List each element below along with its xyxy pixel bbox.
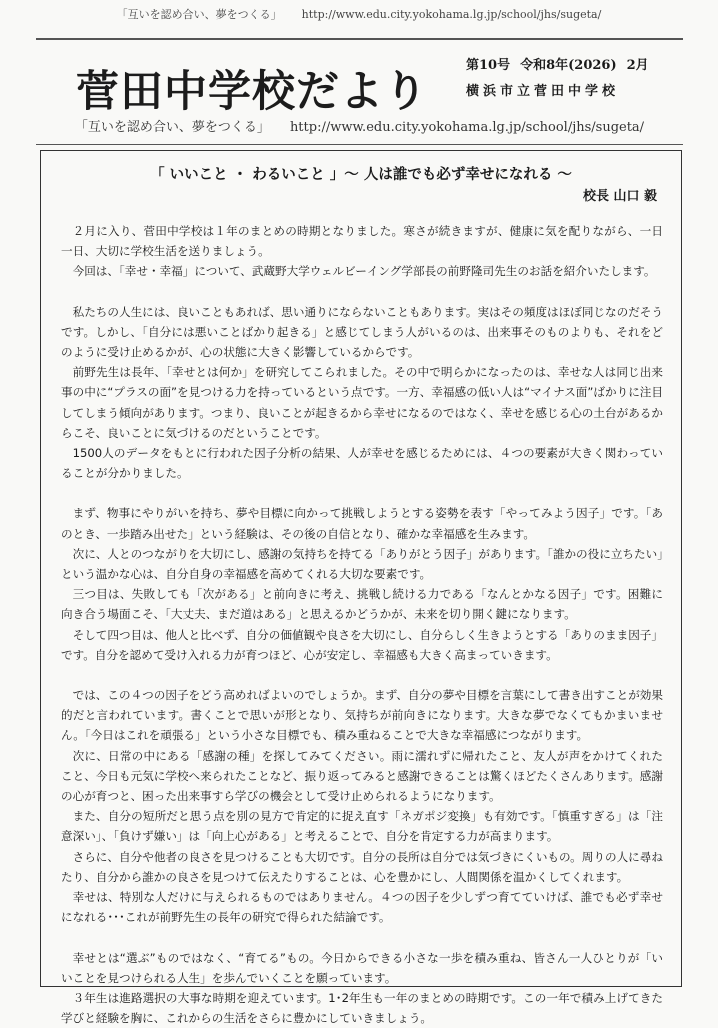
paragraph: 幸せとは“選ぶ”ものではなく、“育てる”もの。今日からできる小さな一歩を積み重ね、皆さん一人ひとりが「いいことを見つけられる人生」を歩んでいくことを願っています。 <box>61 950 663 985</box>
issue-number: 第10号 <box>466 58 511 73</box>
article-title: 「 いいこと ・ わるいこと 」～ 人は誰でも必ず幸せになれる ～ <box>150 166 572 183</box>
issue-date: 令和8年(2026) <box>520 58 617 73</box>
paragraph: 幸せは、特別な人だけに与えられるものではありません。４つの因子を少しずつ育てていけば、誰でも必ず幸せになれる･･･これが前野先生の長年の研究で得られた結論です。 <box>61 890 663 925</box>
paragraph: また、自分の短所だと思う点を別の見方で肯定的に捉え直す「ネガポジ変換」も有効です。「慎重すぎる」は「注意深い」、「負けず嫌い」は「向上心がある」と考えることで、自分を肯定する力が高まります。 <box>61 809 663 844</box>
article-body <box>61 221 663 1028</box>
paragraph: 三つ目は、失敗しても「次がある」と前向きに考え、挑戦し続ける力である「なんとかなる因子」です。困難に向き合う場面こそ、「大丈夫、まだ道はある」と思えるかどうかが、未来を切り開く鍵になります。 <box>61 587 663 622</box>
paragraph: 次に、日常の中にある「感謝の種」を探してみてください。雨に濡れずに帰れたこと、友人が声をかけてくれたこと、今日も元気に学校へ来られたことなど、振り返ってみると感謝できることは驚くほどたくさんあります。感謝の心が育つと、困った出来事すら学びの機会として受け止められるようになります。 <box>61 748 663 804</box>
paragraph: さらに、自分や他者の良さを見つけることも大切です。自分の長所は自分では気づきにくいもの。周りの人に尋ねたり、自分から誰かの良さを見つけて伝えたりすることは、心を豊かにし、人間関係を温かくしてくれます。 <box>61 849 663 884</box>
top-motto: 「互いを認め合い、夢をつくる」 <box>116 8 282 21</box>
article-frame <box>40 150 682 1026</box>
issue-info <box>466 54 659 73</box>
top-url: http://www.edu.city.yokohama.lg.jp/school/jhs/sugeta/ <box>301 8 602 21</box>
issue-month: 2月 <box>626 58 649 73</box>
article-author: 校長 山口 毅 <box>582 189 657 204</box>
header-motto: 「互いを認め合い、夢をつくる」 <box>74 120 270 135</box>
paragraph: ３年生は進路選択の大事な時期を迎えています。1･2年生も一年のまとめの時期です。この一年で積み上げてきた学びと経験を胸に、これからの生活をさらに豊かにしていきましょう。 <box>61 990 663 1026</box>
paragraph: 私たちの人生には、良いこともあれば、思い通りにならないこともあります。実はその頻度はほぼ同じなのだそうです。しかし、「自分には悪いことばかり起きる」と感じてしまう人がいるのは、出来事そのものよりも、それをどのように受け止めるかが、心の状態に大きく影響しているからです。 <box>61 304 663 360</box>
paragraph: では、この４つの因子をどう高めればよいのでしょうか。まず、自分の夢や目標を言葉にして書き出すことが効果的だと言われています。書くことで思いが形となり、気持ちが前向きになります。大きな夢でなくてもかまいません。「今日はこれを頑張る」という小さな目標でも、積み重ねることで大きな幸福感につながります。 <box>61 688 663 743</box>
top-motto-line <box>0 6 718 22</box>
paragraph: そして四つ目は、他人と比べず、自分の価値観や良さを大切にし、自分らしく生きようとする「ありのまま因子」です。自分を認めて受け入れる力が育つほど、心が安定し、幸福感も大きく高まっていきます。 <box>61 627 663 662</box>
header-motto-line <box>36 116 683 135</box>
newsletter-title: 菅田中学校だより <box>76 67 428 117</box>
paragraph: 今回は、「幸せ・幸福」について、武蔵野大学ウェルビーイング学部長の前野隆司先生のお話を紹介いたします。 <box>72 264 656 279</box>
paragraph: ２月に入り、菅田中学校は１年のまとめの時期となりました。寒さが続きますが、健康に気を配りながら、一日一日、大切に学校生活を送りましょう。 <box>61 224 663 259</box>
school-name: 横浜市立菅田中学校 <box>466 84 620 99</box>
paragraph: まず、物事にやりがいを持ち、夢や目標に向かって挑戦しようとする姿勢を表す「やってみよう因子」です。「あのとき、一歩踏み出せた」という経験は、その後の自信となり、確かな幸福感を生みます。 <box>61 506 663 541</box>
paragraph: 前野先生は長年、「幸せとは何か」を研究してこられました。その中で明らかになったのは、幸せな人は同じ出来事の中に“プラスの面”を見つける力を持っているという点です。一方、幸福感の低い人は“マイナス面”ばかりに注目してしまう傾向があります。つまり、良いことが起きるから幸せになるのではなく、幸せを感じる心の土台があるからこそ、良いことに気づけるのだということです。 <box>61 365 663 440</box>
newsletter-header <box>36 38 683 145</box>
header-url: http://www.edu.city.yokohama.lg.jp/school/jhs/sugeta/ <box>289 120 645 135</box>
paragraph: 次に、人とのつながりを大切にし、感謝の気持ちを持てる「ありがとう因子」があります。「誰かの役に立ちたい」という温かな心は、自分自身の幸福感を高めてくれる大切な要素です。 <box>61 546 663 582</box>
paragraph: 1500人のデータをもとに行われた因子分析の結果、人が幸せを感じるためには、４つの要素が大きく関わっていることが分かりました。 <box>61 446 663 481</box>
